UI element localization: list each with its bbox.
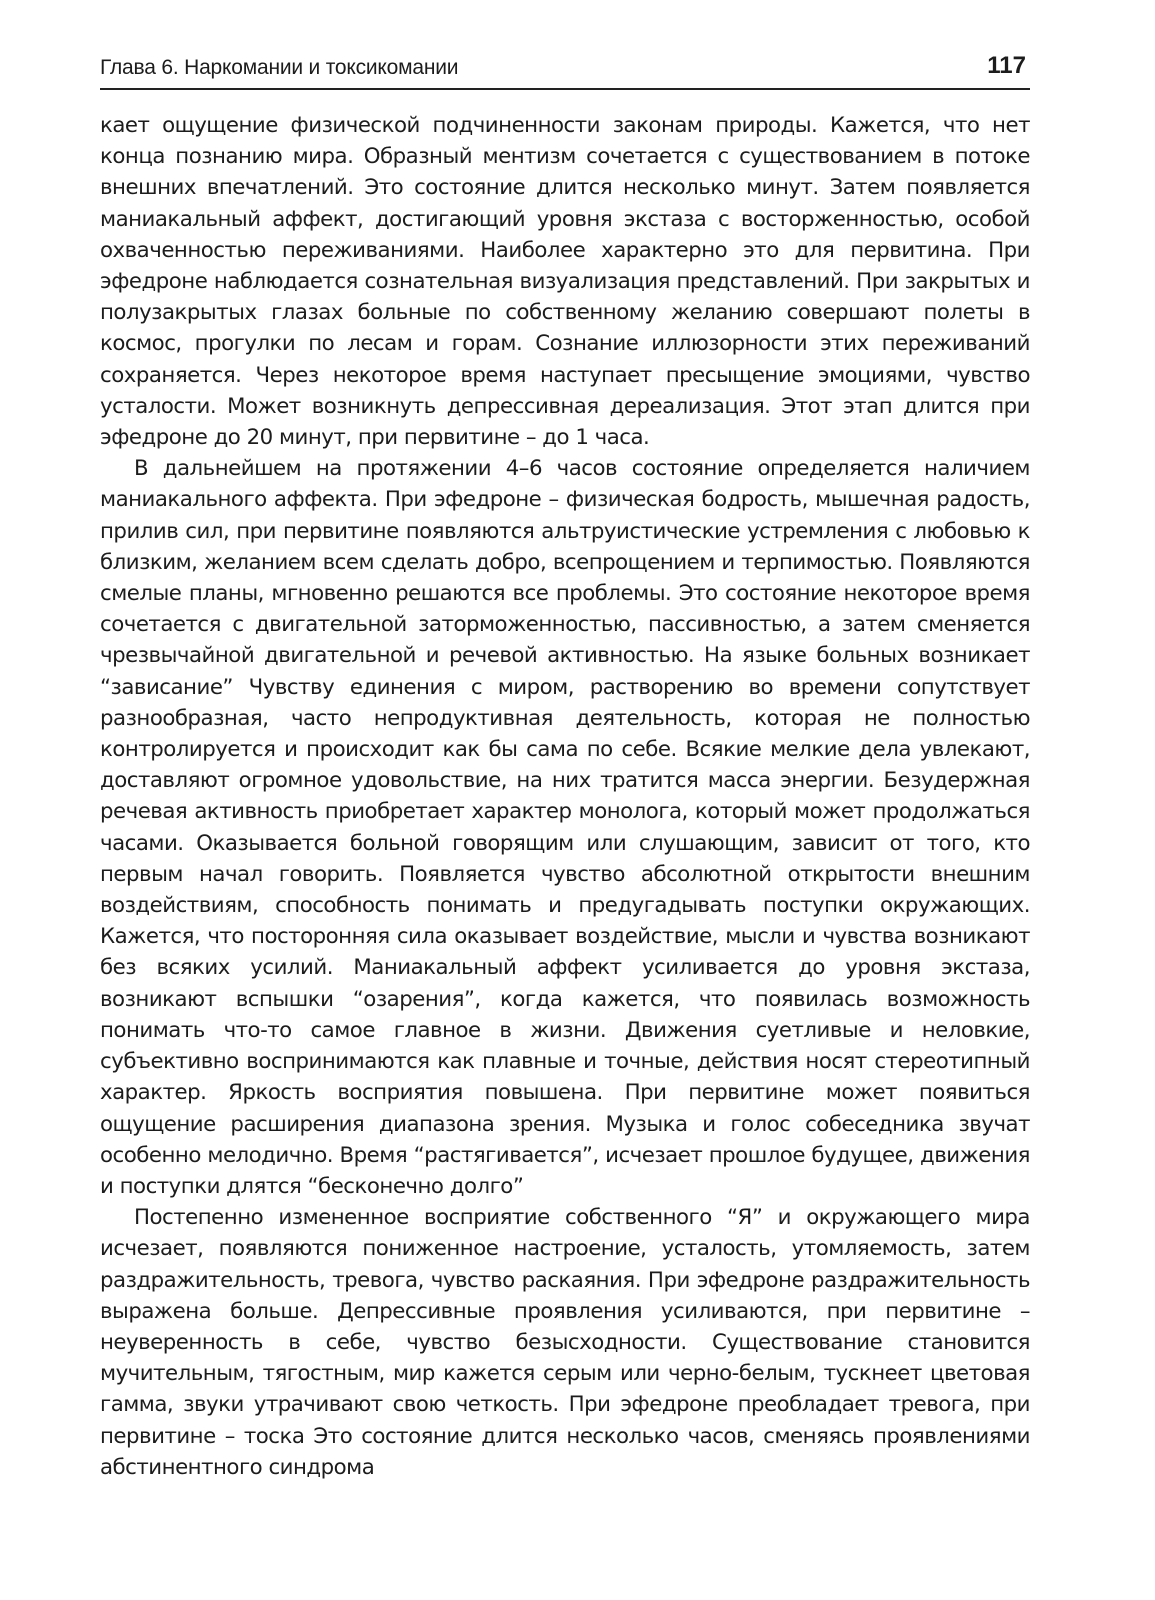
page-number: 117 [987,52,1026,79]
book-page [100,52,1030,1483]
paragraph: В дальнейшем на протяжении 4–6 часов состояние определяется наличием маниакального аффекта. При эфедроне – физическая бодрость, мышечная радость, прилив сил, при первитине появляются альтруистические устремления с любовью к близким, желанием всем сделать добро, всепрощением и терпимостью. Появляются смелые планы, мгновенно решаются все проблемы. Это состояние некоторое время сочетается с двигательной заторможенностью, пассивностью, а затем сменяется чрезвычайной двигательной и речевой активностью. На языке больных возникает “зависание” Чувству единения с миром, растворению во времени сопутствует разнообразная, часто непродуктивная деятельность, которая не полностью контролируется и происходит как бы сама по себе. Всякие мелкие дела увлекают, доставляют огромное удовольствие, на них тратится масса энергии. Безудержная речевая активность приобретает характер монолога, который может продолжаться часами. Оказывается больной говорящим или слушающим, зависит от того, кто первым начал говорить. Появляется чувство абсолютной открытости внешним воздействиям, способность понимать и предугадывать поступки окружающих. Кажется, что посторонняя сила оказывает воздействие, мысли и чувства возникают без всяких усилий. Маниакальный аффект усиливается до уровня экстаза, возникают вспышки “озарения”, когда кажется, что появилась возможность понимать что-то самое главное в жизни. Движения суетливые и неловкие, субъективно воспринимаются как плавные и точные, действия носят стереотипный характер. Яркость восприятия повышена. При первитине может появиться ощущение расширения диапазона зрения. Музыка и голос собеседника звучат особенно мелодично. Время “растягивается”, исчезает прошлое будущее, движения и поступки длятся “бесконечно долго” [100,456,1030,1199]
running-header [100,52,1030,90]
body-text [100,110,1030,1483]
chapter-title: Глава 6. Наркомании и токсикомании [100,56,459,79]
paragraph: Постепенно измененное восприятие собственного “Я” и окружающего мира исчезает, появляются пониженное настроение, усталость, утомляемость, затем раздражительность, тревога, чувство раскаяния. При эфедроне раздражительность выражена больше. Депрессивные проявления усиливаются, при первитине – неуверенность в себе, чувство безысходности. Существование становится мучительным, тягостным, мир кажется серым или черно-белым, тускнеет цветовая гамма, звуки утрачивают свою четкость. При эфедроне преобладает тревога, при первитине – тоска Это состояние длится несколько часов, сменяясь проявлениями абстинентного синдрома [100,1205,1030,1480]
paragraph-continued: кает ощущение физической подчиненности законам природы. Кажется, что нет конца познанию мира. Образный ментизм сочетается с существованием в потоке внешних впечатлений. Это состояние длится несколько минут. Затем появляется маниакальный аффект, достигающий уровня экстаза с восторженностью, особой охваченностью переживаниями. Наиболее характерно это для первитина. При эфедроне наблюдается сознательная визуализация представлений. При закрытых и полузакрытых глазах больные по собственному желанию совершают полеты в космос, прогулки по лесам и горам. Сознание иллюзорности этих переживаний сохраняется. Через некоторое время наступает пресыщение эмоциями, чувство усталости. Может возникнуть депрессивная дереализация. Этот этап длится при эфедроне до 20 минут, при первитине – до 1 часа. [100,113,1030,451]
